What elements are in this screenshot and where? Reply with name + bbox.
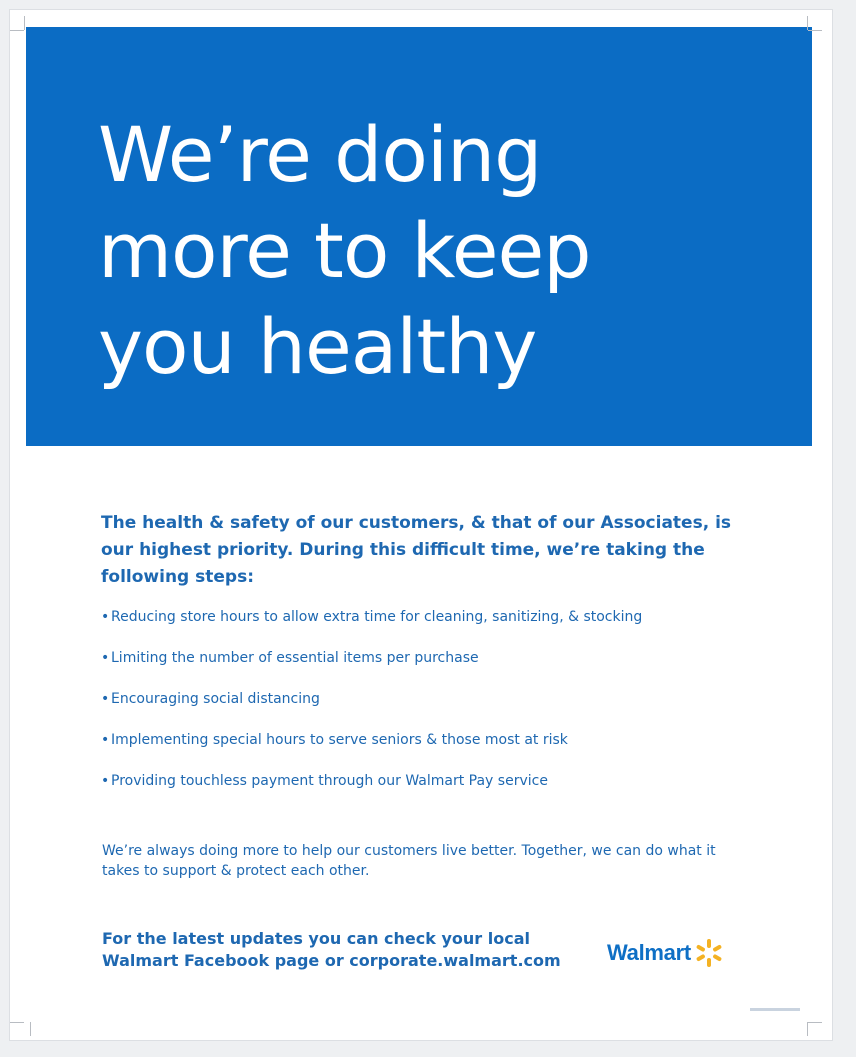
headline (98, 107, 591, 395)
list-item: • Implementing special hours to serve seniors & those most at risk (101, 730, 642, 771)
intro-statement: The health & safety of our customers, & that of our Associates, is our highest priority. During this difficult time, we’re taking the following steps: (101, 513, 732, 587)
closing-statement: We’re always doing more to help our customers live better. Together, we can do what it takes to support & protect each other. (102, 843, 716, 879)
list-item: • Limiting the number of essential items per purchase (101, 648, 642, 689)
crop-mark (24, 16, 25, 30)
updates-line-2: Walmart Facebook page or corporate.walmart.com (102, 951, 561, 970)
headline-banner (26, 27, 812, 446)
walmart-logo (607, 936, 724, 970)
list-item: • Reducing store hours to allow extra time for cleaning, sanitizing, & stocking (101, 607, 642, 648)
list-item: • Encouraging social distancing (101, 689, 642, 730)
flyer-page (10, 10, 832, 1040)
headline-line-3: you healthy (98, 302, 537, 391)
updates-note (102, 928, 561, 972)
fine-print-mark (750, 1008, 800, 1011)
crop-mark (807, 16, 808, 30)
crop-mark (807, 1022, 808, 1036)
crop-mark (10, 30, 24, 31)
list-item: • Providing touchless payment through our Walmart Pay service (101, 771, 642, 812)
crop-mark (10, 1022, 24, 1023)
updates-line-1: For the latest updates you can check your local (102, 929, 530, 948)
headline-line-1: We’re doing (98, 110, 542, 199)
crop-mark (30, 1022, 31, 1036)
headline-line-2: more to keep (98, 206, 591, 295)
crop-mark (808, 30, 822, 31)
steps-list (101, 607, 642, 812)
crop-mark (808, 1022, 822, 1023)
walmart-wordmark: Walmart (607, 940, 691, 965)
walmart-spark-icon (694, 938, 724, 968)
